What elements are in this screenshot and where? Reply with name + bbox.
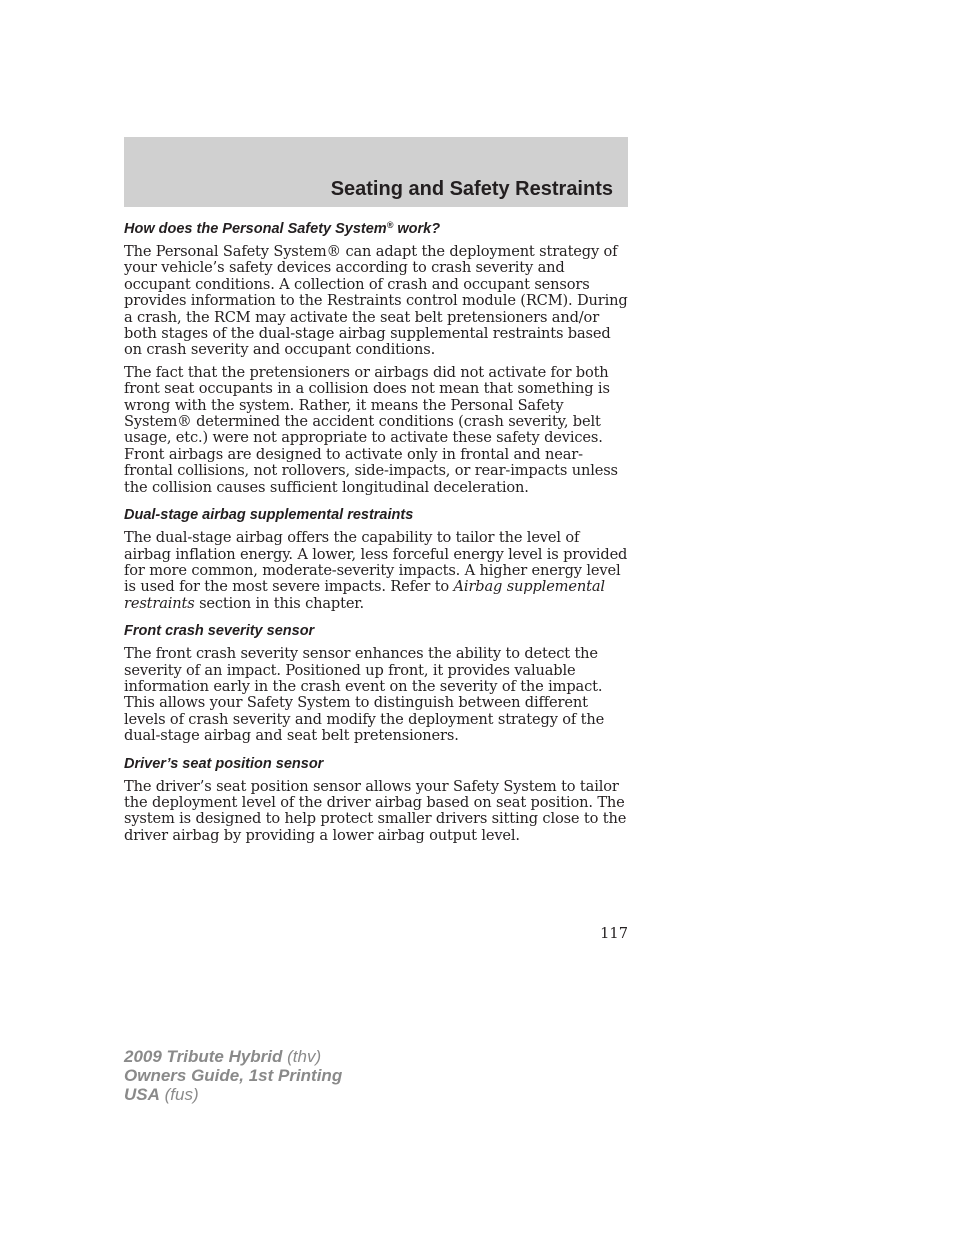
paragraph-dual-stage-airbag: The dual-stage airbag offers the capability to tailor the level of airbag inflation energy. A lower, less forceful energy level is provided for more common, moderate-severity impacts. A higher energy level is used for the most severe impacts. Refer to Airbag supplemental restraints section in this chapter. <box>124 529 628 612</box>
paragraph-front-crash-sensor: The front crash severity sensor enhances the ability to detect the severity of an impact. Positioned up front, it provides valuable information early in the crash event on the severity of the impact. This allows your Safety System to distinguish between different levels of crash severity and modify the deployment strategy of the dual-stage airbag and seat belt pretensioners. <box>124 645 605 745</box>
section-heading-seat-position-sensor: Driver’s seat position sensor <box>124 755 324 772</box>
footer-line-printing: Owners Guide, 1st Printing <box>124 1066 343 1085</box>
cross-reference-airbag-restraints: Airbag supplemental restraints <box>124 578 605 612</box>
chapter-title: Seating and Safety Restraints <box>330 178 613 200</box>
section-heading-personal-safety-system: How does the Personal Safety System® work? <box>124 220 441 237</box>
document-footer <box>124 1047 342 1104</box>
section-heading-front-crash-sensor: Front crash severity sensor <box>124 623 315 640</box>
page-content <box>124 220 628 850</box>
paragraph-pss-overview: The Personal Safety System® can adapt the deployment strategy of your vehicle’s safety devices according to crash severity and occupant conditions. A collection of crash and occupant sensors provides information to the Restraints control module (RCM). During a crash, the RCM may activate the seat belt pretensioners and/or both stages of the dual-stage airbag supplemental restraints based on crash severity and occupant conditions. <box>124 243 628 359</box>
footer-line-market: USA (fus) <box>124 1085 199 1104</box>
paragraph-seat-position-sensor: The driver’s seat position sensor allows your Safety System to tailor the deployment level of the driver airbag based on seat position. The system is designed to help protect smaller drivers sitting close to the driver airbag by providing a lower airbag output level. <box>124 777 627 844</box>
paragraph-pss-activation: The fact that the pretensioners or airbags did not activate for both front seat occupants in a collision does not mean that something is wrong with the system. Rather, it means the Personal Safety System® determined the accident conditions (crash severity, belt usage, etc.) were not appropriate to activate these safety devices. Front airbags are designed to activate only in frontal and near-frontal collisions, not rollovers, side-impacts, or rear-impacts unless the collision causes sufficient longitudinal deceleration. <box>124 363 618 496</box>
footer-line-model: 2009 Tribute Hybrid (thv) <box>124 1047 322 1066</box>
page-number: 117 <box>600 925 628 942</box>
section-heading-dual-stage-airbag: Dual-stage airbag supplemental restraints <box>124 507 414 524</box>
chapter-header-band <box>124 137 628 207</box>
